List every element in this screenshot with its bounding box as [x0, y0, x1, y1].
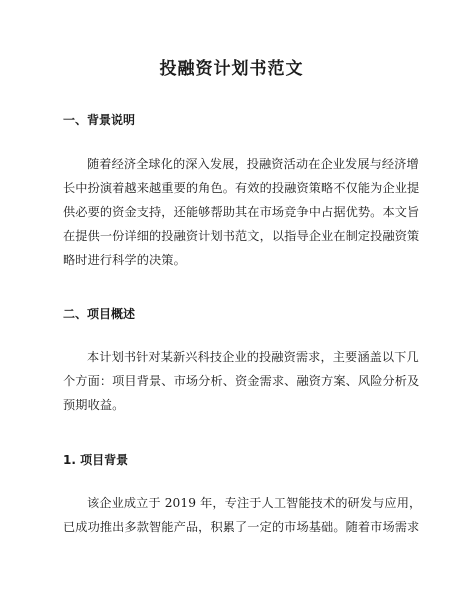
paragraph-line: 略时进行科学的决策。 — [63, 253, 186, 267]
paragraph-line: 个方面：项目背景、市场分析、资金需求、融资方案、风险分析及 — [63, 374, 420, 388]
paragraph-line: 长中扮演着越来越重要的角色。有效的投融资策略不仅能为企业提 — [63, 181, 420, 195]
document-title: 投融资计划书范文 — [159, 59, 304, 79]
section-heading-overview: 二、项目概述 — [63, 307, 136, 321]
section-heading-background: 一、背景说明 — [63, 113, 136, 127]
paragraph-line: 本计划书针对某新兴科技企业的投融资需求，主要涵盖以下几 — [87, 350, 419, 364]
paragraph-line: 已成功推出多款智能产品，积累了一定的市场基础。随着市场需求 — [63, 520, 420, 534]
paragraph-line: 在提供一份详细的投融资计划书范文，以指导企业在制定投融资策 — [63, 229, 420, 243]
paragraph-line: 供必要的资金支持，还能够帮助其在市场竞争中占据优势。本文旨 — [63, 205, 420, 219]
subsection-heading-project-background: 1. 项目背景 — [63, 453, 129, 467]
paragraph-line: 随着经济全球化的深入发展，投融资活动在企业发展与经济增 — [87, 157, 419, 171]
paragraph-line: 预期收益。 — [63, 398, 125, 412]
paragraph-line: 该企业成立于 2019 年，专注于人工智能技术的研发与应用， — [87, 496, 422, 510]
